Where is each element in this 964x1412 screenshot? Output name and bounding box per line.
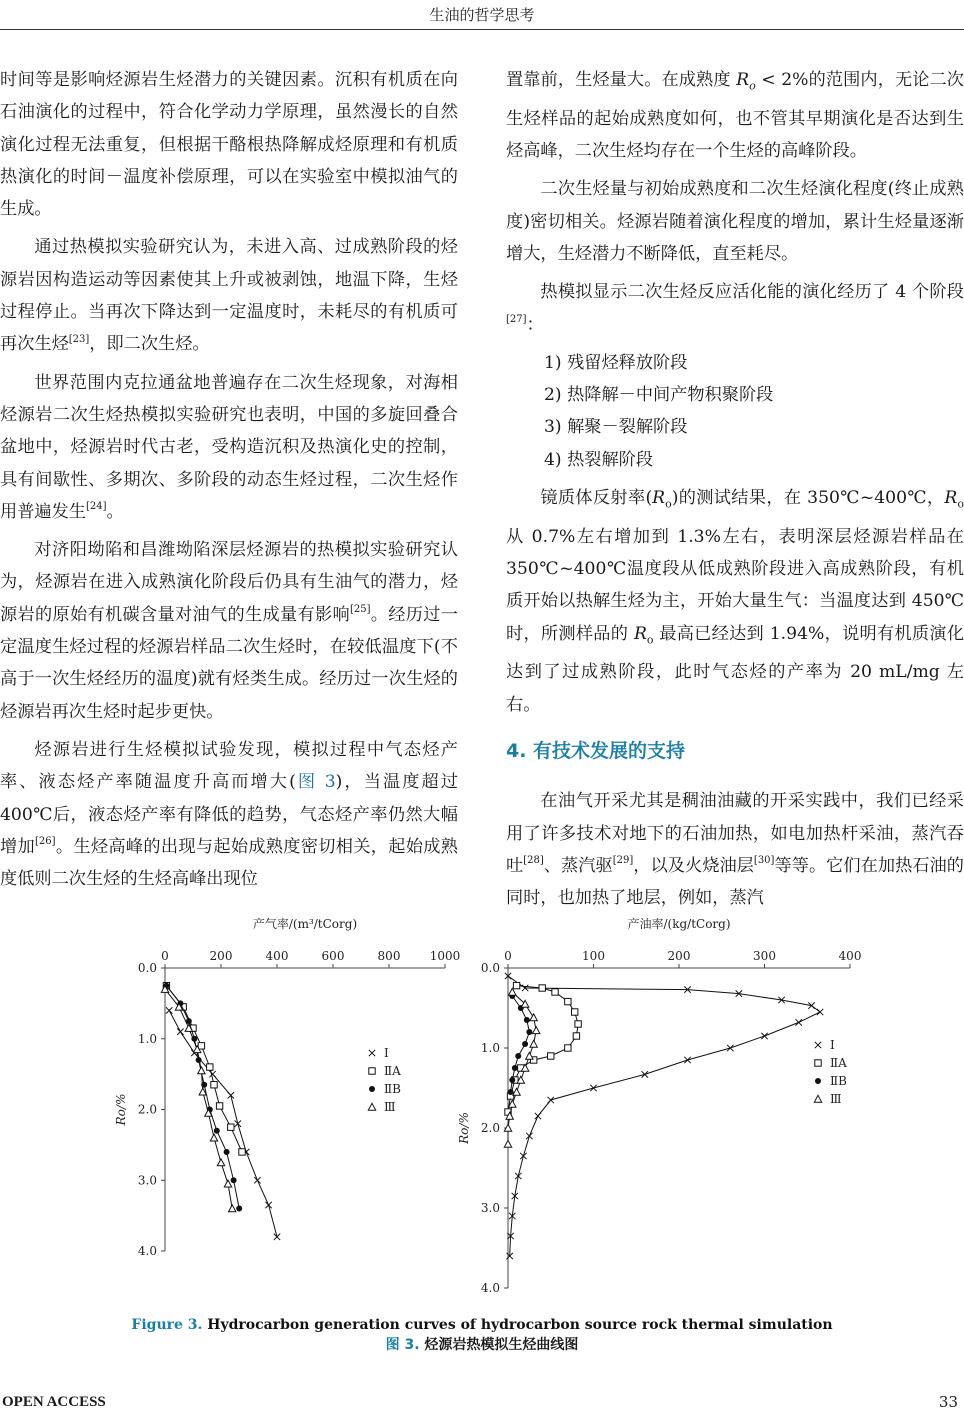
data-point — [216, 1103, 222, 1109]
data-point — [684, 1057, 690, 1063]
data-point — [533, 1027, 540, 1034]
figure-3-charts — [110, 908, 870, 1298]
y-tick-label: 2.0 — [480, 1121, 500, 1135]
x-tick-label: 200 — [667, 949, 691, 963]
x-tick-label: 200 — [209, 949, 233, 963]
paragraph: 通过热模拟实验研究认为，未进入高、过成熟阶段的烃源岩因构造运动等因素使其上升或被剥蚀，地温下降，生烃过程停止。当再次下降达到一定温度时，未耗尽的有机质可再次生烃[23]，即二次生烃。 — [0, 237, 458, 355]
data-point — [796, 1019, 802, 1025]
data-point — [211, 1082, 217, 1088]
data-point — [530, 1040, 537, 1047]
data-point — [513, 982, 519, 988]
data-point — [817, 1009, 823, 1015]
open-access-label: OPEN ACCESS — [2, 1394, 106, 1410]
legend-type-i-marker — [369, 1050, 375, 1056]
data-point — [209, 1071, 215, 1077]
data-point — [228, 1124, 234, 1130]
x-tick-label: 0 — [161, 949, 169, 963]
figure-link[interactable]: 图 3 — [295, 772, 336, 793]
right-column — [506, 64, 964, 920]
data-point — [761, 1033, 767, 1039]
citation[interactable]: [27] — [506, 313, 527, 325]
legend-type-iii-marker — [368, 1103, 375, 1110]
data-point — [274, 1234, 280, 1240]
data-point — [236, 1206, 242, 1212]
data-point — [565, 1045, 571, 1051]
x-tick-label: 1000 — [429, 949, 461, 963]
legend-type-iii-marker — [814, 1095, 821, 1102]
data-point — [509, 988, 516, 995]
data-point — [214, 1128, 220, 1134]
data-point — [509, 1077, 515, 1083]
legend-type-iib: ⅡB — [830, 1074, 847, 1088]
paragraph: 烃源岩进行生烃模拟试验发现，模拟过程中气态烃产率、液态烃产率随温度升高而增大(图 3)，当温度超过 400℃后，液态烃产率有降低的趋势，气态烃产率仍然大幅增加[26]。生烃高峰的出现与起始成熟度密切相关，起始成熟度低则二次生烃的生烃高峰出现位 — [0, 739, 458, 890]
data-point — [239, 1149, 245, 1155]
y-tick-label: 1.0 — [137, 1031, 157, 1046]
data-point — [166, 1007, 172, 1013]
list-item: 1) 残留烃释放阶段 — [544, 352, 688, 373]
data-point — [539, 985, 545, 991]
data-point — [198, 1067, 205, 1074]
citation[interactable]: [26] — [35, 836, 56, 848]
y-tick-label: 3.0 — [480, 1201, 500, 1215]
y-tick-label: 4.0 — [480, 1281, 500, 1295]
data-point — [520, 1153, 526, 1159]
data-point — [573, 1033, 579, 1039]
y-tick-label: 1.0 — [480, 1041, 500, 1055]
list-item: 2) 热降解－中间产物积聚阶段 — [544, 385, 774, 406]
data-point — [512, 1065, 518, 1071]
caption-text-en: Hydrocarbon generation curves of hydrocarbon source rock thermal simulation — [202, 1317, 833, 1333]
data-point — [198, 1043, 204, 1049]
legend-type-iii: Ⅲ — [830, 1092, 842, 1106]
series-line-type-i — [169, 1010, 277, 1236]
caption-label-zh: 图 3. — [385, 1337, 420, 1353]
series-line-type-i — [508, 976, 820, 1256]
data-point — [228, 1092, 234, 1098]
data-point — [231, 1177, 237, 1183]
data-point — [515, 1053, 521, 1059]
left-column — [0, 64, 458, 901]
data-point — [504, 1140, 511, 1147]
data-point — [548, 1053, 554, 1059]
legend-type-iia: ⅡA — [384, 1064, 401, 1078]
legend-type-iib-marker — [369, 1086, 375, 1092]
data-point — [522, 1041, 528, 1047]
citation[interactable]: [23] — [68, 333, 90, 345]
data-point — [571, 1009, 577, 1015]
x-tick-label: 800 — [377, 949, 401, 963]
y-tick-label: 4.0 — [137, 1244, 157, 1258]
caption-label: Figure 3. — [131, 1317, 203, 1333]
x-tick-label: 600 — [321, 949, 345, 963]
page-number: 33 — [938, 1393, 958, 1411]
list-item: 4) 热裂解阶段 — [544, 449, 654, 470]
x-tick-label: 0 — [504, 949, 512, 963]
citation[interactable]: [24] — [85, 501, 107, 513]
series-line-type-iib — [166, 986, 239, 1209]
data-point — [217, 1159, 224, 1166]
data-point — [535, 1113, 541, 1119]
data-point — [207, 1064, 213, 1070]
data-point — [565, 998, 571, 1004]
running-header: 生油的哲学思考 — [429, 6, 535, 24]
data-point — [526, 1029, 532, 1035]
citation[interactable]: [28] — [523, 855, 544, 867]
data-point — [229, 1205, 236, 1212]
paragraph: 热模拟显示二次生烃反应活化能的演化经历了 4 个阶段[27]： — [506, 282, 964, 335]
legend-type-iii: Ⅲ — [384, 1100, 396, 1114]
list-item: 3) 解聚－裂解阶段 — [544, 417, 688, 438]
x-tick-label: 400 — [838, 949, 862, 963]
paragraph: 镜质体反射率$(R_o)$的测试结果，在 350℃~400℃，$R_o$ 从 0.7%左右增加到 1.3%左右，表明深层烃源岩样品在 350℃~400℃温度段从低成熟阶段进入高成熟阶段，有机质开始以热解生烃为主，开始大量生气：当温度达到 450℃时，所测样品的 $R_o$ 最高已经达到 1.94%，说明有机质演化达到了过成熟阶段，此时气态烃的产率为 20 mL/mg 左右。 — [506, 488, 964, 715]
legend-type-i: Ⅰ — [384, 1046, 389, 1060]
y-tick-label: 2.0 — [137, 1102, 157, 1117]
data-point — [508, 1089, 514, 1095]
x-tick-label: 300 — [753, 949, 776, 963]
legend-type-iia: ⅡA — [830, 1056, 847, 1070]
data-point — [552, 989, 558, 995]
data-point — [526, 1052, 533, 1059]
y-tick-label: 0.0 — [137, 961, 157, 975]
data-point — [575, 1021, 581, 1027]
y-tick-label: 0.0 — [480, 961, 500, 975]
legend-type-i-marker — [815, 1042, 821, 1048]
legend-type-iib-marker — [815, 1078, 821, 1084]
x-tick-label: 100 — [582, 949, 605, 963]
figure-caption — [0, 1315, 964, 1355]
chart-title: 产油率/(kg/tCorg) — [627, 917, 731, 931]
citation[interactable]: [25] — [349, 604, 371, 616]
legend-type-iia-marker — [815, 1060, 821, 1066]
data-point — [526, 1133, 532, 1139]
data-point — [210, 1134, 217, 1141]
data-point — [224, 1180, 231, 1187]
data-point — [727, 1045, 733, 1051]
paragraph: 时间等是影响烃源岩生烃潜力的关键因素。沉积有机质在向石油演化的过程中，符合化学动力学原理，虽然漫长的自然演化过程无法重复，但根据干酪根热降解成烃原理和有机质热演化的时间－温度补偿原理，可以在实验室中模拟油气的生成。 — [0, 70, 458, 220]
chart-title: 产气率/(m³/tCorg) — [252, 917, 358, 931]
data-point — [548, 1097, 554, 1103]
y-axis-label: Ro/% — [457, 1112, 471, 1144]
data-point — [265, 1202, 271, 1208]
data-point — [530, 1014, 537, 1021]
legend-type-iib: ⅡB — [384, 1082, 401, 1096]
paragraph: 二次生烃量与初始成熟度和二次生烃演化程度(终止成熟度)密切相关。烃源岩随着演化程度的增加，累计生烃量逐渐增大，生烃潜力不断降低，直至耗尽。 — [506, 179, 964, 264]
x-tick-label: 400 — [265, 949, 289, 963]
data-point — [224, 1149, 230, 1155]
data-point — [254, 1177, 260, 1183]
header-rule — [0, 29, 964, 30]
data-point — [177, 1028, 183, 1034]
data-point — [235, 1120, 241, 1126]
data-point — [590, 1085, 596, 1091]
data-point — [524, 1017, 530, 1023]
legend-type-iia-marker — [369, 1068, 375, 1074]
citation[interactable]: [30] — [753, 855, 775, 867]
paragraph: 置靠前，生烃量大。在成熟度 $R_o < 2\%$的范围内，无论二次生烃样品的起始成熟度如何，也不管其早期演化是否达到生烃高峰，二次生烃均存在一个生烃的高峰阶段。 — [506, 70, 964, 162]
figure-3 — [110, 908, 870, 1298]
legend-type-i: Ⅰ — [830, 1038, 835, 1052]
paragraph: 世界范围内克拉通盆地普遍存在二次生烃现象，对海相烃源岩二次生烃热模拟实验研究也表明，中国的多旋回叠合盆地中，烃源岩时代古老，受构造沉积及热演化史的控制，具有间歇性、多期次、多阶段的动态生烃过程，二次生烃作用普遍发生[24]。 — [0, 372, 458, 522]
paragraph: 对济阳坳陷和昌潍坳陷深层烃源岩的热模拟实验研究认为，烃源岩在进入成熟演化阶段后仍具有生油气的潜力，烃源岩的原始有机碳含量对油气的生成量有影响[25]。经历过一定温度生烃过程的烃源岩样品二次生烃时，在较低温度下(不高于一次生烃经历的温度)就有烃类生成。经历过一次生烃的烃源岩再次生烃时起步更快。 — [0, 540, 458, 722]
citation[interactable]: [29] — [612, 855, 634, 867]
section-heading: 4. 有技术发展的支持 — [506, 739, 686, 762]
caption-text-zh: 烃源岩热模拟生烃曲线图 — [419, 1337, 579, 1353]
data-point — [642, 1071, 648, 1077]
y-axis-label: Ro/% — [114, 1093, 128, 1126]
y-tick-label: 3.0 — [137, 1173, 157, 1188]
data-point — [513, 1088, 520, 1095]
paragraph: 在油气开采尤其是稠油油藏的开采实践中，我们已经采用了许多技术对地下的石油加热，如电加热杆采油，蒸汽吞吐[28]、蒸汽驱[29]，以及火烧油层[30]等等。它们在加热石油的同时，也加热了地层，例如，蒸汽 — [506, 791, 964, 909]
